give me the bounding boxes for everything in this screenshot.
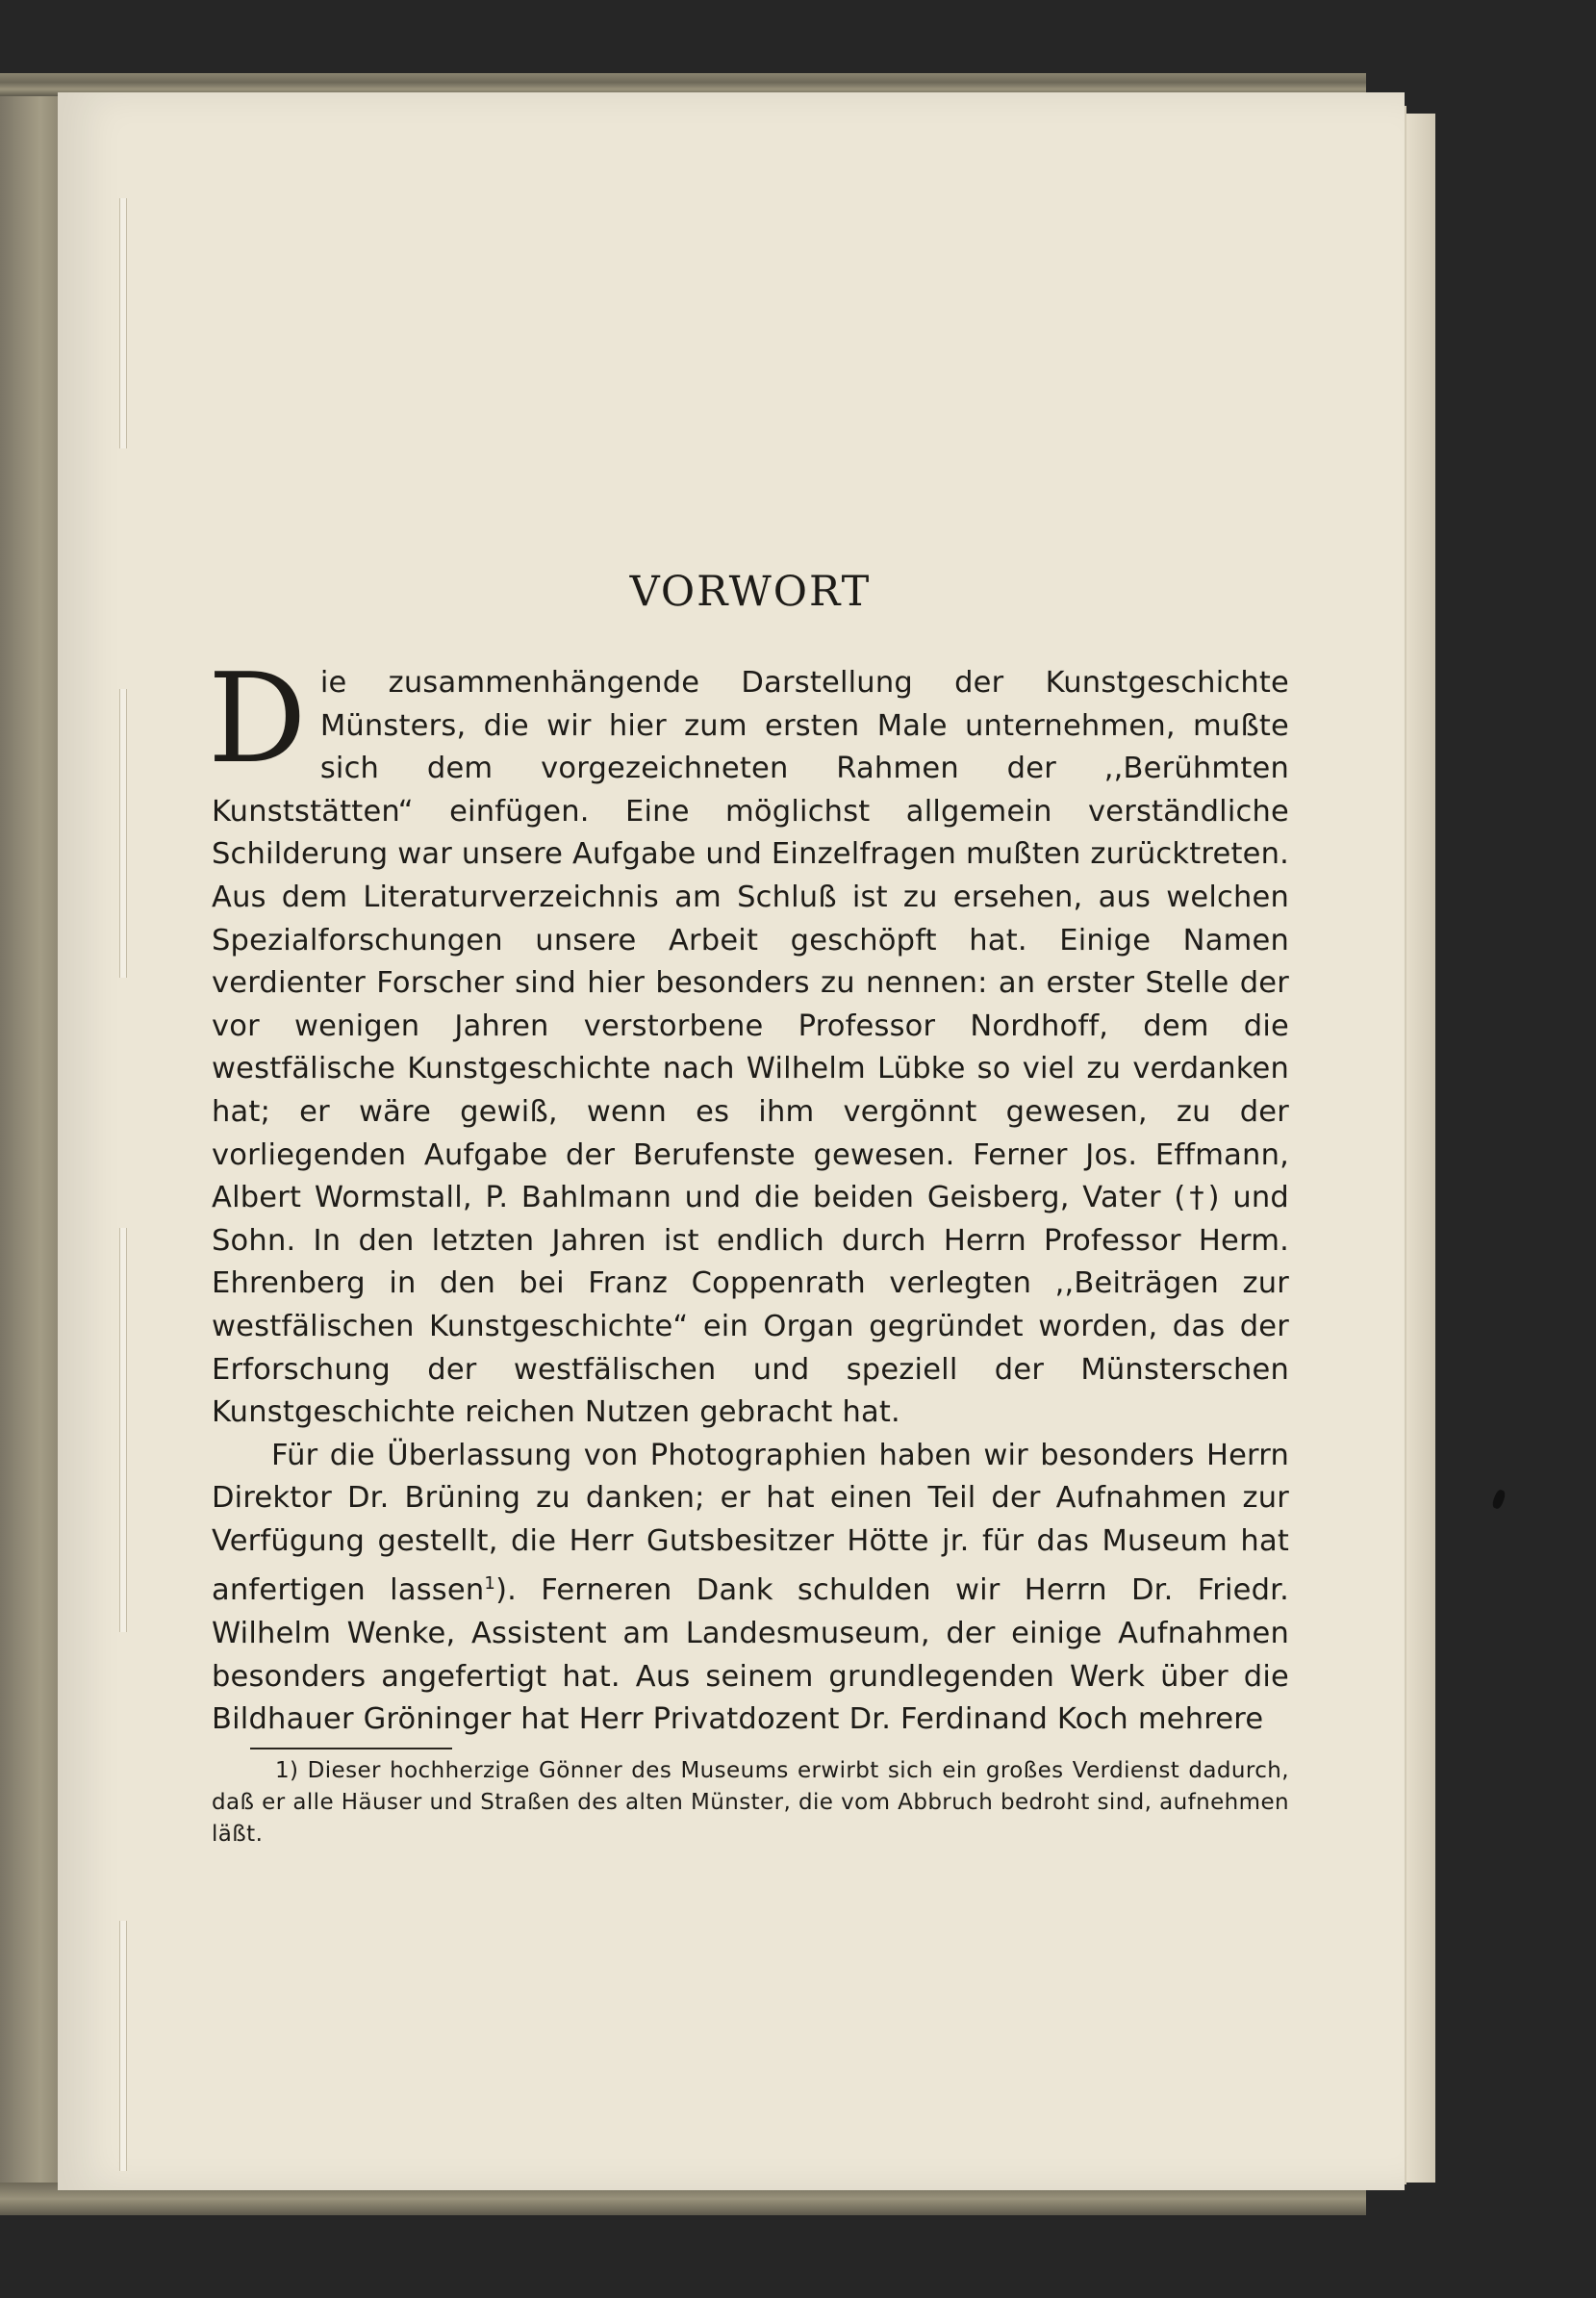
- binding-stitch: [119, 198, 127, 448]
- page-blemish: [1491, 1489, 1507, 1510]
- paragraph-1: [208, 648, 1289, 1435]
- binding-stitch: [119, 689, 127, 978]
- paragraph-2: Für die Überlassung von Photographien haben wir besonders Herrn Direktor Dr. Brüning zu danken; er hat einen Teil der Aufnahmen zur Verfügung gestellt, die Herr Gutsbesitzer Hötte jr. für das Museum hat anfertigen lassen$^1$). Ferneren Dank schulden wir Herrn Dr. Friedr. Wilhelm Wenke, Assistent am Landesmuseum, der einige Aufnahmen besonders angefertigt hat. Aus seinem grundlegenden Werk über die Bildhauer Gröninger hat Herr Privatdozent Dr. Ferdinand Koch mehrere: [212, 1438, 1290, 1737]
- binding-stitch: [119, 1228, 127, 1632]
- page-title: VORWORT: [629, 568, 872, 616]
- page-content: [208, 568, 1290, 1851]
- footnote-divider: [250, 1748, 452, 1749]
- paragraph-1-text: ie zusammenhängende Darstellung der Kunstgeschichte Münsters, die wir hier zum ersten Male unternehmen, mußte sich dem vorgezeichneten Rahmen der ,,Berühmten Kunststätten“ einfügen. Eine möglichst allgemein verständliche Schilderung war unsere Aufgabe und Einzelfragen mußten zurücktreten. Aus dem Literaturverzeichnis am Schluß ist zu ersehen, aus welchen Spezialforschungen unsere Arbeit geschöpft hat. Einige Namen verdienter Forscher sind hier besonders zu nennen: an erster Stelle der vor wenigen Jahren verstorbene Professor Nordhoff, dem die westfälische Kunstgeschichte nach Wilhelm Lübke so viel zu verdanken hat; er wäre gewiß, wenn es ihm vergönnt gewesen, zu der vorliegenden Aufgabe der Berufenste gewesen. Ferner Jos. Effmann, Albert Wormstall, P. Bahlmann und die beiden Geisberg, Vater (†) und Sohn. In den letzten Jahren ist endlich durch Herrn Professor Herm. Ehrenberg in den bei Franz Coppenrath verlegten ,,Beiträgen zur westfälischen Kunstgeschichte“ ein Organ gegründet worden, das der Erforschung der westfälischen und speziell der Münsterschen Kunstgeschichte reichen Nutzen gebracht hat.: [212, 666, 1289, 1430]
- drop-cap: D: [208, 648, 307, 791]
- body-text: [208, 648, 1290, 1742]
- binding-stitch: [119, 1921, 127, 2171]
- footnote-reference: 1: [484, 1573, 496, 1595]
- footnote: 1) Dieser hochherzige Gönner des Museums erwirbt sich ein großes Verdienst dadurch, daß er alle Häuser und Straßen des alten Münster, die vom Abbruch bedroht sind, aufnehmen läßt.: [212, 1758, 1289, 1847]
